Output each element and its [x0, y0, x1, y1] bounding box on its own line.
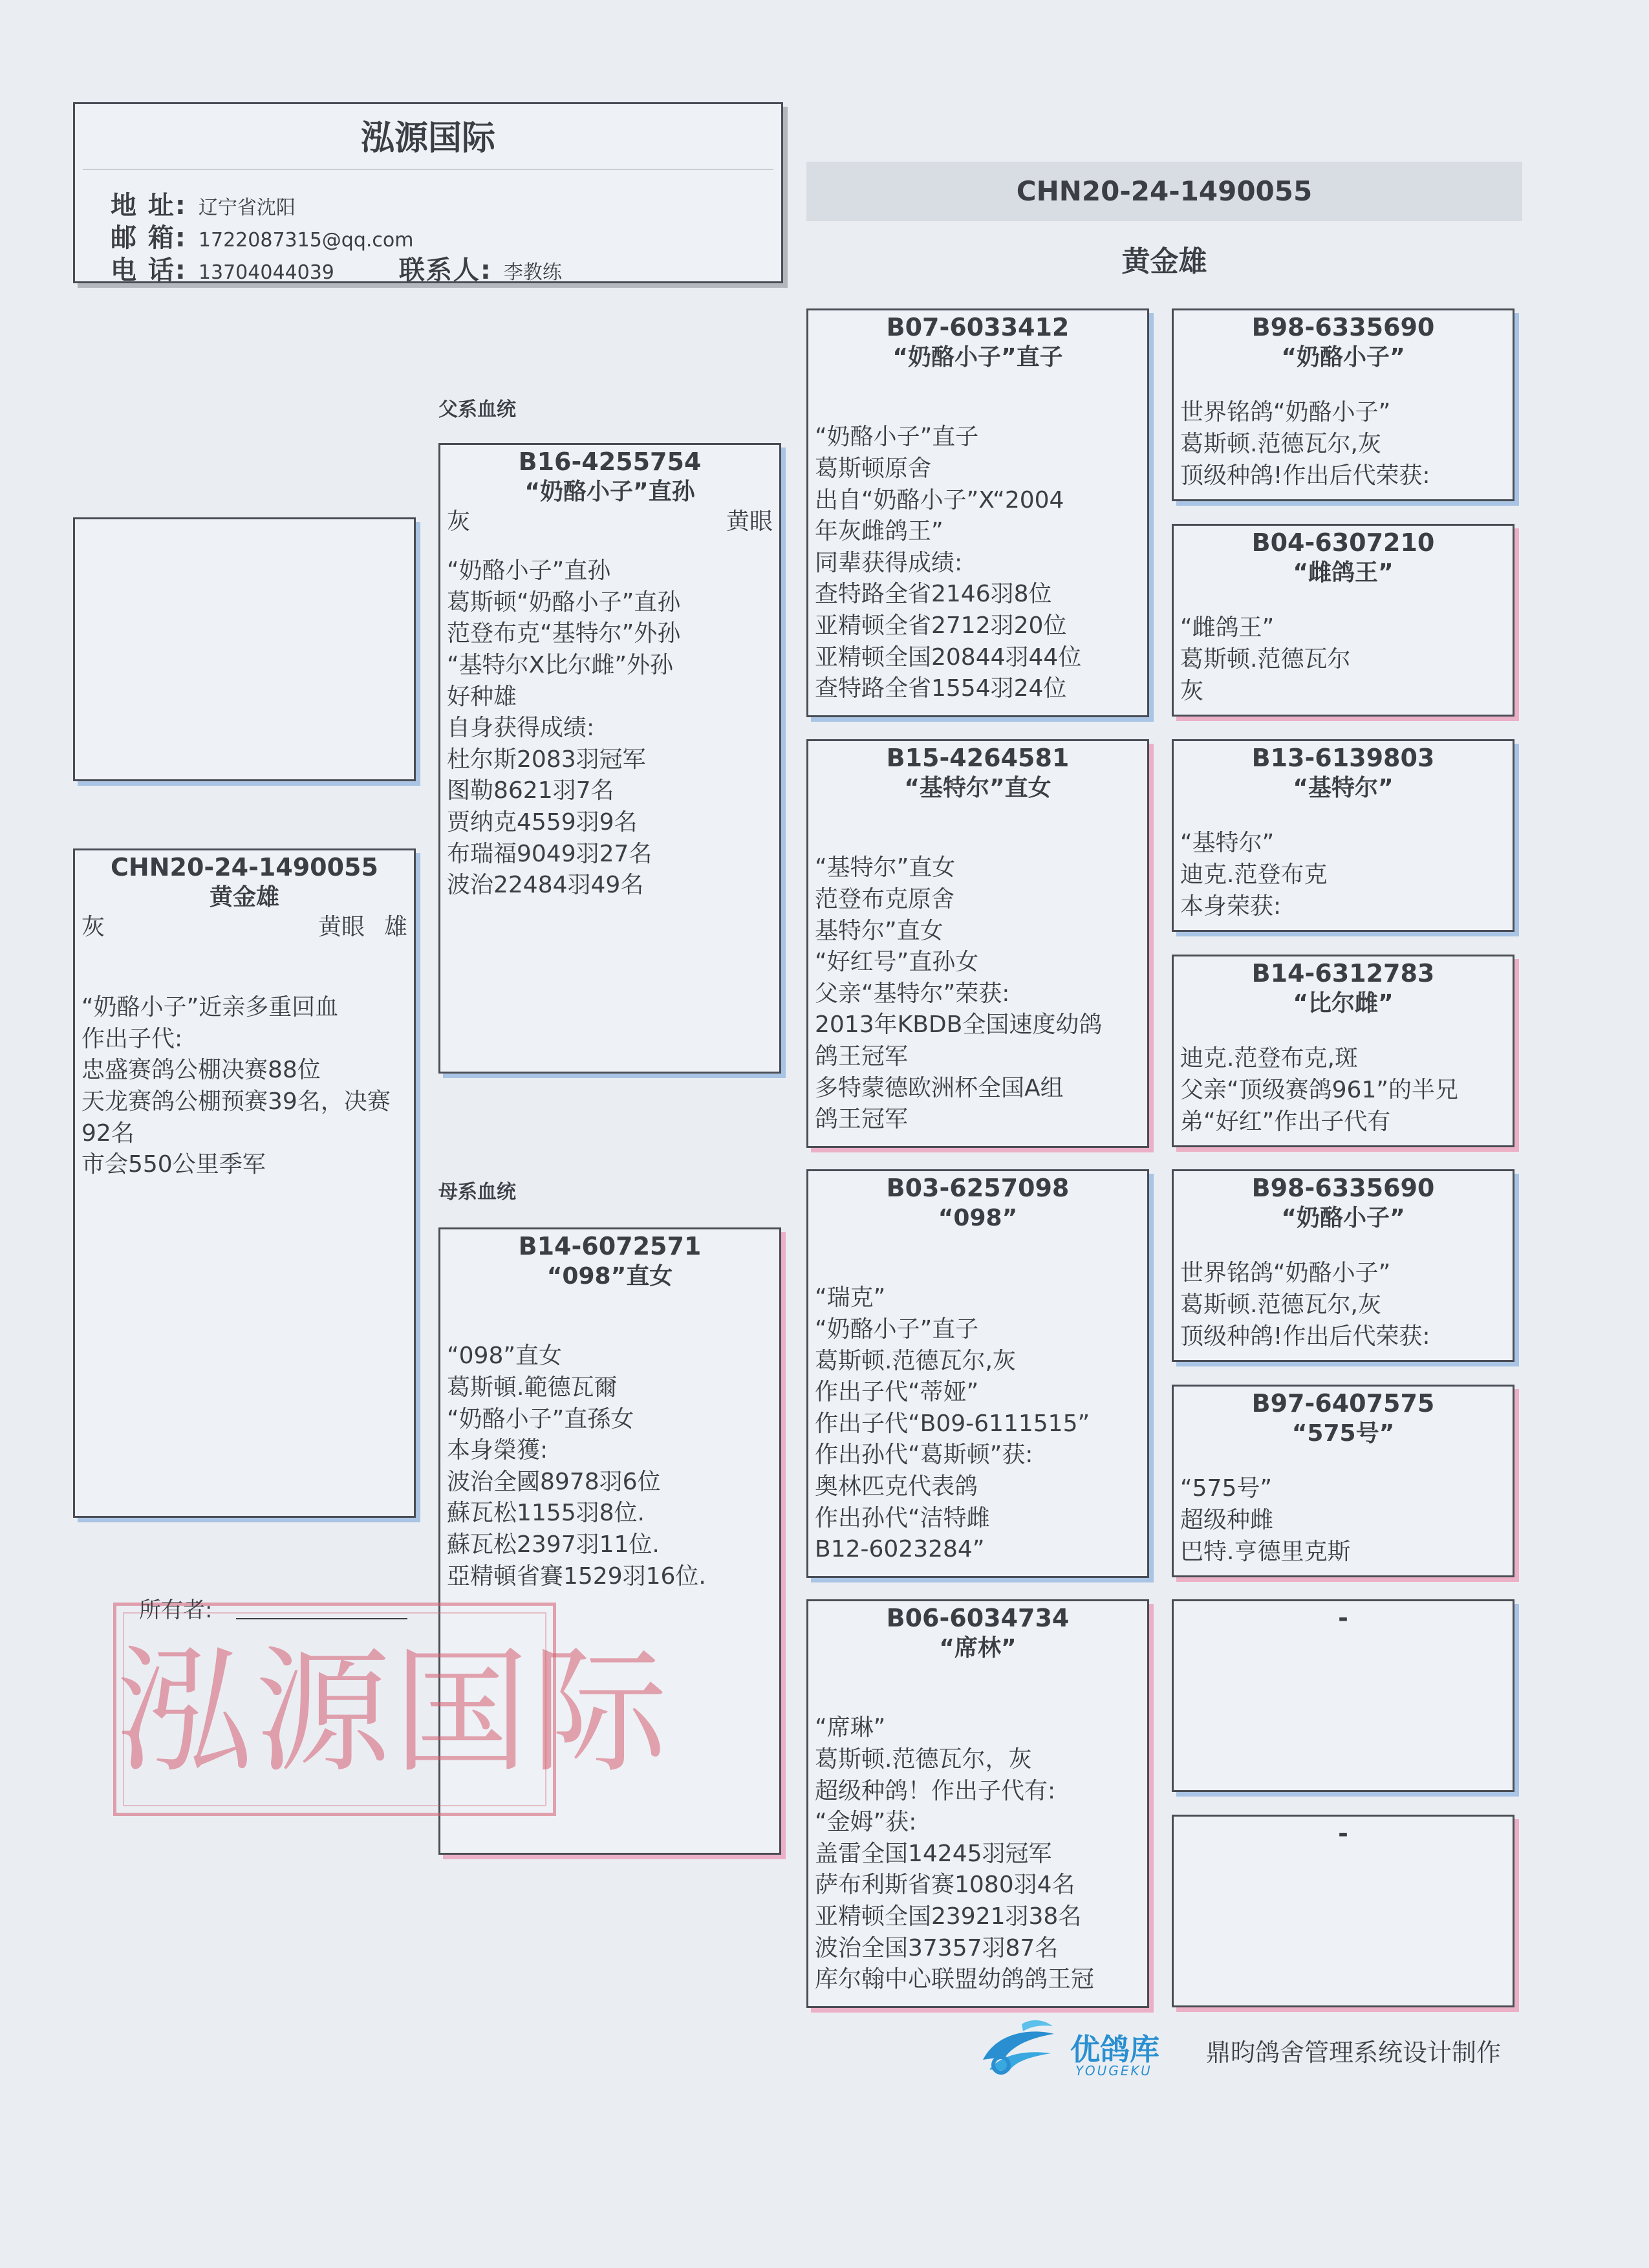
ancestor-note-line: 波治全国37357羽87名 [815, 1934, 1059, 1961]
great-grandparent-box [1172, 524, 1514, 717]
ancestor-notes [808, 1712, 1147, 1995]
dam-nick: “098”直女 [546, 1262, 673, 1290]
ancestor-note-line: 葛斯顿.范德瓦尔,灰 [1180, 1291, 1381, 1318]
contact-value: 李教练 [503, 261, 562, 283]
ancestor-note-line: “奶酪小子”直子 [815, 424, 979, 451]
great-grandparent-box-empty [1172, 1599, 1514, 1792]
ancestor-ring: B04-6307210 [1251, 528, 1435, 557]
ancestor-note-line: 迪克.范登布克,斑 [1180, 1045, 1358, 1072]
dam-note-line: 蘇瓦松2397羽11位. [447, 1531, 660, 1558]
ancestor-note-line: 基特尔”直女 [815, 917, 943, 944]
address-row [111, 185, 296, 222]
sire-note-line: 布瑞福9049羽27名 [447, 840, 652, 867]
sire-note-line: “奶酪小子”直孙 [447, 557, 611, 585]
ancestor-note-line: 灰 [1180, 677, 1204, 704]
ancestor-note-line: 2013年KBDB全国速度幼鸽 [815, 1011, 1103, 1039]
ancestor-ring: B98-6335690 [1251, 313, 1435, 341]
ancestor-note-line: 作出孙代“洁特雌 [815, 1504, 990, 1531]
dam-ring: B14-6072571 [518, 1232, 702, 1260]
ancestor-note-line: 葛斯顿.范德瓦尔,灰 [815, 1347, 1016, 1374]
dam-note-line: “098”直女 [447, 1343, 563, 1370]
address-value: 辽宁省沈阳 [198, 197, 296, 219]
ancestor-note-line: 范登布克原舍 [815, 885, 955, 913]
sire-nick: “奶酪小子”直孙 [524, 478, 695, 505]
ancestor-nick: “基特尔” [1293, 774, 1394, 801]
ancestor-nick: “奶酪小子” [1281, 343, 1405, 371]
footer-brand-en: YOUGEKU [1075, 2063, 1152, 2079]
dam-note-line: 亞精頓省賽1529羽16位. [447, 1562, 706, 1590]
grandsire-paternal-box [806, 308, 1149, 717]
email-row [111, 217, 414, 254]
ancestor-ring: B06-6034734 [886, 1604, 1070, 1632]
ancestor-note-line: 奥林匹克代表鸽 [815, 1473, 978, 1500]
sire-note-line: 波治22484羽49名 [447, 872, 644, 899]
ancestor-notes [1174, 397, 1513, 491]
ancestor-note-line: 亚精顿全省2712羽20位 [815, 612, 1067, 639]
email-label: 邮 箱: [111, 223, 187, 253]
address-label: 地 址: [111, 191, 187, 221]
ancestor-ring: B14-6312783 [1251, 959, 1435, 988]
ancestor-note-line: 葛斯顿.范德瓦尔 [1180, 645, 1351, 673]
subject-note-line: “奶酪小子”近亲多重回血 [81, 994, 339, 1021]
ancestor-ring: B98-6335690 [1251, 1174, 1435, 1202]
dam-note-line: 本身榮獲: [447, 1437, 548, 1464]
sire-note-line: 图勒8621羽7名 [447, 777, 614, 805]
great-grandparent-box [1172, 1385, 1514, 1577]
sire-traits [440, 507, 779, 537]
subject-note-line: 92名 [81, 1119, 135, 1147]
ancestor-note-line: “金姆”获: [815, 1809, 917, 1836]
ancestor-note-line: “好红号”直孙女 [815, 949, 979, 976]
ancestor-note-line: 顶级种鸽!作出后代荣获: [1180, 1323, 1430, 1350]
ancestor-note-line: 世界铭鸽“奶酪小子” [1180, 399, 1391, 426]
ancestor-notes [1174, 612, 1513, 707]
sire-note-line: “基特尔X比尔雌”外孙 [447, 651, 673, 678]
dam-line-label: 母系血统 [438, 1181, 516, 1204]
dam-note-line: “奶酪小子”直孫女 [447, 1405, 634, 1432]
dam-notes [440, 1341, 779, 1592]
ancestor-note-line: 鸽王冠军 [815, 1106, 909, 1133]
phone-label: 电 话: [111, 255, 187, 283]
sire-note-line: 范登布克“基特尔”外孙 [447, 620, 681, 647]
phone-row [111, 250, 562, 283]
ancestor-note-line: 亚精顿全国23921羽38名 [815, 1903, 1082, 1930]
sire-note-line: 好种雄 [447, 683, 517, 710]
ancestor-note-line: 查特路全省1554羽24位 [815, 675, 1067, 702]
subject-note-line: 天龙赛鸽公棚预赛39名，决赛 [81, 1088, 391, 1115]
ancestor-note-line: 超级种雌 [1180, 1506, 1274, 1533]
subject-sex: 雄 [383, 914, 407, 941]
ancestor-note-line: 父亲“基特尔”荣获: [815, 980, 1010, 1007]
header-card [73, 102, 783, 283]
header-divider [83, 169, 773, 170]
loft-title: 泓源国际 [360, 119, 495, 158]
sire-note-line: 杜尔斯2083羽冠军 [447, 746, 646, 773]
stamp-text: 泓源国际 [116, 1633, 671, 1791]
sire-note-line: 葛斯顿“奶酪小子”直孙 [447, 589, 681, 616]
great-grandparent-box [1172, 955, 1514, 1147]
great-grandparent-box [1172, 1169, 1514, 1362]
ancestor-note-line: 弟“好红”作出子代有 [1180, 1108, 1391, 1135]
ancestor-ring: B07-6033412 [886, 313, 1070, 341]
yougeku-logo-icon [976, 2014, 1061, 2079]
ancestor-note-line: 查特路全省2146羽8位 [815, 581, 1052, 608]
owner-signature-line [236, 1618, 407, 1619]
ancestor-nick: “098” [938, 1204, 1018, 1231]
ancestor-note-line: 世界铭鸽“奶酪小子” [1180, 1260, 1391, 1287]
email-value: 1722087315@qq.com [198, 229, 414, 252]
grandsire-maternal-box [806, 1169, 1149, 1578]
pigeon-photo-placeholder [73, 517, 416, 781]
ancestor-ring: B03-6257098 [886, 1174, 1070, 1202]
ancestor-notes [1174, 1473, 1513, 1568]
dam-note-line: 蘇瓦松1155羽8位. [447, 1500, 645, 1527]
subject-ring-banner: CHN20-24-1490055 [806, 162, 1522, 221]
ancestor-note-line: 巴特.亨德里克斯 [1180, 1538, 1351, 1565]
sire-line-label: 父系血统 [438, 398, 516, 421]
sire-note-line: 自身获得成绩: [447, 715, 595, 742]
subject-eye: 黄眼 [318, 914, 365, 941]
contact-label: 联系人: [398, 255, 492, 283]
subject-notes [75, 992, 414, 1181]
great-grandparent-box-empty [1172, 1815, 1514, 2007]
subject-name: 黄金雄 [209, 883, 279, 911]
ancestor-ring: B15-4264581 [886, 744, 1070, 772]
ancestor-note-line: 作出子代“B09-6111515” [815, 1410, 1090, 1437]
sire-ring: B16-4255754 [518, 448, 702, 476]
ancestor-note-line: 年灰雌鸽王” [815, 518, 943, 545]
ancestor-nick: “奶酪小子” [1281, 1204, 1405, 1231]
ancestor-note-line: “雌鸽王” [1180, 614, 1275, 642]
sire-box [438, 443, 781, 1074]
ancestor-note-line: “575号” [1180, 1475, 1273, 1502]
ancestor-note-line: 库尔翰中心联盟幼鸽鸽王冠 [815, 1966, 1095, 1993]
ancestor-note-line: 亚精顿全国20844羽44位 [815, 643, 1082, 671]
footer-brand: 优鸽库 [1070, 2032, 1159, 2067]
ancestor-notes [1174, 1043, 1513, 1138]
ancestor-nick: “奶酪小子”直子 [892, 343, 1063, 371]
ancestor-note-line: 出自“奶酪小子”X“2004 [815, 486, 1064, 513]
ancestor-note-line: 鸽王冠军 [815, 1042, 909, 1070]
ancestor-ring: B13-6139803 [1251, 744, 1435, 772]
red-seal-stamp [113, 1603, 671, 1816]
ancestor-note-line: 作出子代“蒂娅” [815, 1379, 979, 1406]
ancestor-note-line: “基特尔” [1180, 830, 1275, 857]
ancestor-note-line: 葛斯顿.范德瓦尔，灰 [815, 1745, 1032, 1773]
ancestor-nick: “雌鸽王” [1293, 559, 1394, 586]
ancestor-note-line: 顶级种鸽!作出后代荣获: [1180, 462, 1430, 489]
ancestor-note-line: 超级种鸽！作出子代有: [815, 1777, 1056, 1804]
subject-traits [75, 913, 414, 943]
ancestor-note-line: 葛斯顿原舍 [815, 455, 932, 482]
ancestor-notes [808, 852, 1147, 1135]
ancestor-note-line: 本身荣获: [1180, 892, 1282, 920]
ancestor-note-line: 迪克.范登布克 [1180, 861, 1328, 888]
granddam-paternal-box [806, 739, 1149, 1148]
subject-note-line: 作出子代: [81, 1025, 183, 1052]
ancestor-note-line: 盖雷全国14245羽冠军 [815, 1840, 1052, 1867]
ancestor-note-line: 作出孙代“葛斯顿”获: [815, 1442, 1033, 1469]
ancestor-nick: “席林” [939, 1634, 1017, 1661]
dam-note-line: 葛斯頓.範德瓦爾 [447, 1374, 618, 1401]
great-grandparent-box [1172, 308, 1514, 501]
ancestor-notes [808, 422, 1147, 704]
ancestor-nick: “比尔雌” [1293, 989, 1394, 1017]
ancestor-nick: “575号” [1291, 1420, 1395, 1447]
ancestor-note-line: “奶酪小子”直子 [815, 1315, 979, 1343]
subject-name-heading: 黄金雄 [1121, 245, 1207, 278]
ancestor-note-line: “基特尔”直女 [815, 854, 956, 881]
subject-note-line: 市会550公里季军 [81, 1151, 266, 1178]
footer-credit: 鼎昀鸽舍管理系统设计制作 [1206, 2038, 1502, 2067]
great-grandparent-box [1172, 739, 1514, 932]
granddam-maternal-box [806, 1599, 1149, 2008]
ancestor-note-line: B12-6023284” [815, 1536, 985, 1563]
ancestor-ring: - [1338, 1819, 1348, 1848]
subject-color: 灰 [81, 914, 105, 941]
subject-note-line: 忠盛赛鸽公棚决赛88位 [81, 1057, 321, 1084]
sire-eye: 黄眼 [726, 508, 773, 535]
ancestor-note-line: “席琳” [815, 1714, 886, 1742]
ancestor-notes [808, 1282, 1147, 1565]
ancestor-ring: - [1338, 1604, 1348, 1632]
sire-color: 灰 [447, 508, 471, 535]
ancestor-note-line: 父亲“顶级赛鸽961”的半兄 [1180, 1076, 1459, 1103]
ancestor-notes [1174, 828, 1513, 922]
ancestor-note-line: “瑞克” [815, 1284, 886, 1312]
ancestor-note-line: 多特蒙德欧洲杯全国A组 [815, 1074, 1064, 1101]
ancestor-note-line: 同辈获得成绩: [815, 549, 963, 576]
sire-note-line: 贾纳克4559羽9名 [447, 808, 638, 836]
ancestor-note-line: 萨布利斯省赛1080羽4名 [815, 1872, 1075, 1899]
ancestor-notes [1174, 1258, 1513, 1352]
dam-note-line: 波治全國8978羽6位 [447, 1468, 661, 1495]
subject-box [73, 848, 416, 1518]
phone-value: 13704044039 [198, 261, 334, 283]
ancestor-note-line: 葛斯顿.范德瓦尔,灰 [1180, 430, 1381, 457]
sire-notes [440, 556, 779, 902]
ancestor-nick: “基特尔”直女 [904, 774, 1051, 801]
ancestor-ring: B97-6407575 [1251, 1389, 1435, 1418]
subject-ring: CHN20-24-1490055 [111, 853, 378, 881]
owner-label: 所有者: [139, 1597, 213, 1623]
